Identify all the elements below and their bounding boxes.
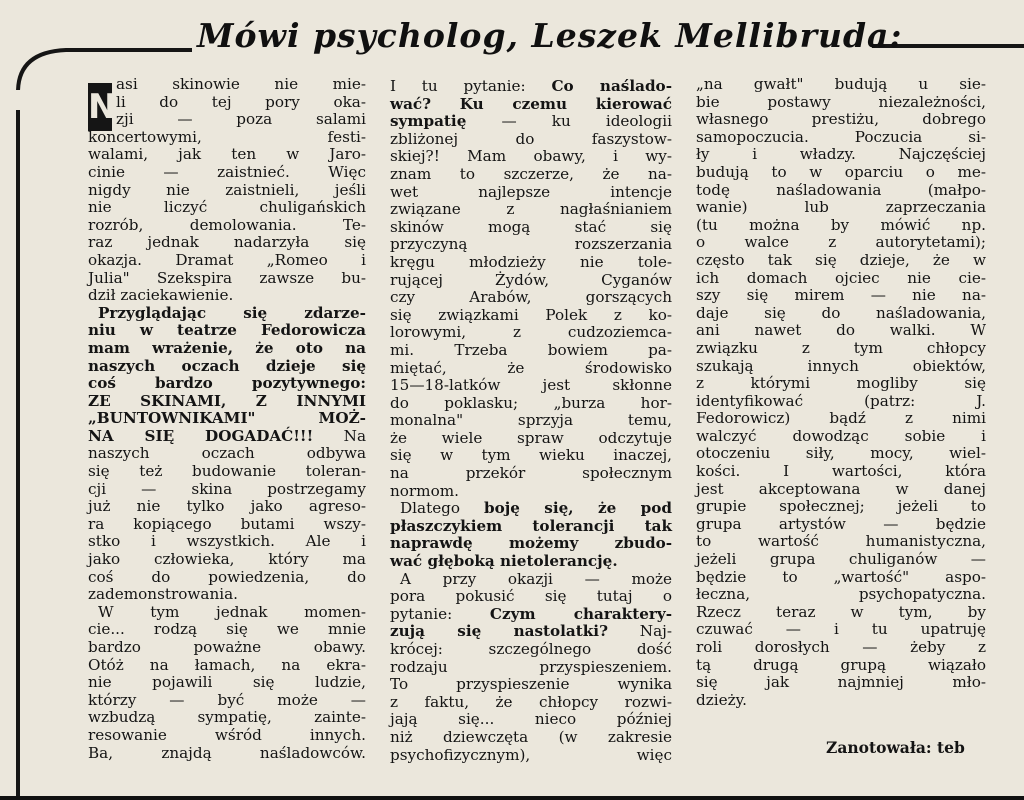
- text-line: własnego prestiżu, dobrego: [696, 110, 986, 129]
- text-line: się związkami Polek z ko-: [390, 305, 672, 324]
- text-line: walczyć dowodząc sobie i: [696, 426, 986, 445]
- headline: Mówi psycholog, Leszek Mellibruda:: [197, 16, 903, 55]
- text-run: — ku ideologii: [466, 112, 672, 131]
- text-line: nigdy nie zaistnieli, jeśli: [88, 180, 366, 199]
- text-line: stko i wszystkich. Ale i: [88, 532, 366, 551]
- text-line: li do tej pory oka-: [116, 92, 366, 111]
- text-line: się w tym wieku inaczej,: [390, 446, 672, 465]
- text-run: Co naślado-: [551, 77, 672, 95]
- text-line: zademonstrowania.: [88, 585, 238, 604]
- text-line: To przyspieszenie wynika: [390, 675, 672, 694]
- text-line: miętać, że środowisko: [390, 358, 672, 377]
- text-line: cie... rodzą się we mnie: [88, 620, 366, 639]
- text-line: daje się do naśladowania,: [696, 303, 986, 322]
- text-line: (tu można by mówić np.: [696, 215, 986, 234]
- text-line: otoczeniu siły, mocy, wiel-: [696, 444, 986, 463]
- author-signature: Zanotowała: teb: [826, 738, 965, 757]
- text-run: I tu pytanie:: [390, 77, 552, 95]
- text-line: asi skinowie nie mie-: [116, 75, 366, 93]
- text-line: często tak się dzieje, że w: [696, 250, 986, 269]
- text-line: szy się mirem — nie na-: [696, 286, 986, 305]
- bottom-rule: [0, 796, 1024, 800]
- text-line: dzieży.: [696, 690, 747, 709]
- text-line: grupie społecznej; jeżeli to: [696, 497, 986, 516]
- text-line: rozrób, demolowania. Te-: [88, 215, 366, 234]
- text-run: sympatię: [390, 112, 467, 131]
- text-line: czuwać — i tu upatruję: [696, 620, 986, 639]
- text-line: zbliżonej do faszystow-: [390, 129, 672, 148]
- text-line: resowanie wśród innych.: [88, 725, 366, 744]
- text-line: Ba, znajdą naśladowców.: [88, 743, 366, 762]
- text-line: wać głęboką nietolerancję.: [390, 552, 618, 571]
- text-line: na przekór społecznym: [390, 464, 672, 483]
- text-line: W tym jednak momen-: [98, 602, 366, 621]
- text-line: skiej?! Mam obawy, i wy-: [390, 147, 672, 166]
- text-line: rującej Żydów, Cyganów: [390, 270, 672, 289]
- text-line: wanie) lub zaprzeczania: [696, 198, 986, 217]
- text-line: z którymi mogliby się: [696, 374, 986, 393]
- text-line: „na gwałt" budują u sie-: [696, 75, 986, 93]
- text-line: płaszczykiem tolerancji tak: [390, 516, 672, 535]
- text-line: niż dziewczęta (w zakresie: [390, 727, 672, 746]
- text-line: todę naśladowania (małpo-: [696, 180, 986, 199]
- text-line: jeżeli grupa chuliganów —: [696, 550, 986, 569]
- text-line: walami, jak ten w Jaro-: [88, 145, 366, 164]
- article-column-3: [696, 76, 986, 709]
- text-line: szukają innych obiektów,: [696, 356, 986, 375]
- text-line: [88, 428, 366, 446]
- text-line: łeczna, psychopatyczna.: [696, 585, 986, 604]
- text-line: [390, 113, 672, 131]
- text-line: Rzecz teraz w tym, by: [696, 602, 986, 621]
- text-line: z faktu, że chłopcy rozwi-: [390, 692, 672, 711]
- text-line: nie pojawili się ludzie,: [88, 673, 366, 692]
- text-line: rodzaju przyspieszeniem.: [390, 657, 672, 676]
- text-line: naprawdę możemy zbudo-: [390, 534, 672, 553]
- text-line: psychofizycznym), więc: [390, 745, 672, 764]
- text-run: zują się nastolatki?: [390, 622, 608, 641]
- text-line: ra kopiącego butami wszy-: [88, 514, 366, 533]
- text-line: mi. Trzeba bowiem pa-: [390, 340, 672, 359]
- article-column-1: [88, 76, 366, 762]
- text-line: krócej: szczególnego dość: [390, 640, 672, 658]
- text-line: [390, 78, 672, 96]
- text-run: Czym charaktery-: [489, 604, 673, 623]
- text-line: monalna" sprzyja temu,: [390, 411, 672, 430]
- text-line: coś bardzo pozytywnego:: [88, 374, 366, 393]
- text-line: 15—18-latków jest skłonne: [390, 376, 672, 395]
- text-line: „BUNTOWNIKAMI" MOŻ-: [88, 409, 366, 428]
- text-run: Naj-: [607, 622, 672, 641]
- text-line: Fedorowicz) bądź z nimi: [696, 409, 986, 428]
- text-line: naszych oczach odbywa: [88, 444, 366, 463]
- text-line: związane z nagłaśnianiem: [390, 200, 672, 219]
- text-line: tą drugą grupą wiązało: [696, 655, 986, 674]
- text-line: identyfikować (patrz: J.: [696, 391, 986, 410]
- text-line: koncertowymi, festi-: [88, 127, 366, 146]
- text-line: jest akceptowana w danej: [696, 479, 986, 498]
- text-line: lorowymi, z cudzoziemca-: [390, 323, 672, 342]
- text-line: okazja. Dramat „Romeo i: [88, 250, 366, 269]
- text-line: bie postawy niezależności,: [696, 92, 986, 111]
- text-line: niu w teatrze Fedorowicza: [88, 321, 366, 340]
- text-line: to wartość humanistyczna,: [696, 532, 986, 551]
- text-line: Julia" Szekspira zawsze bu-: [88, 268, 366, 287]
- text-line: pora pokusić się tutaj o: [390, 587, 672, 606]
- text-line: [390, 623, 672, 641]
- text-line: czy Arabów, gorszących: [390, 288, 672, 307]
- text-line: [390, 500, 672, 518]
- text-line: że wiele spraw odczytuje: [390, 428, 672, 447]
- text-line: jako człowieka, który ma: [88, 550, 366, 569]
- text-run: Dlatego: [400, 499, 484, 518]
- text-line: ZE SKINAMI, Z INNYMI: [88, 391, 366, 410]
- text-line: zji — poza salami: [116, 110, 366, 129]
- text-line: znam to szczerze, że na-: [390, 164, 672, 183]
- text-line: o walce z autorytetami);: [696, 233, 986, 252]
- text-line: już nie tylko jako agreso-: [88, 497, 366, 516]
- text-line: naszych oczach dzieje się: [88, 356, 366, 375]
- text-line: będzie to „wartość" aspo-: [696, 567, 986, 586]
- text-line: którzy — być może —: [88, 690, 366, 709]
- text-line: ani nawet do walki. W: [696, 321, 986, 340]
- text-line: wet najlepsze intencje: [390, 182, 672, 201]
- text-line: jają się... nieco później: [390, 710, 672, 729]
- text-run: NA SIĘ DOGADAĆ!!!: [88, 426, 314, 445]
- text-run: Na: [313, 426, 366, 445]
- text-line: kręgu młodzieży nie tole-: [390, 252, 672, 271]
- text-run: boję się, że pod: [483, 499, 672, 518]
- article-column-2: [390, 78, 672, 764]
- text-line: grupa artystów — będzie: [696, 514, 986, 533]
- text-run: pytanie:: [390, 604, 490, 623]
- text-line: ły i władzy. Najczęściej: [696, 145, 986, 164]
- text-line: się też budowanie toleran-: [88, 462, 366, 481]
- text-line: mam wrażenie, że oto na: [88, 338, 366, 357]
- text-line: [390, 606, 672, 624]
- text-line: kości. I wartości, która: [696, 462, 986, 481]
- text-line: cji — skina postrzegamy: [88, 479, 366, 498]
- text-line: raz jednak nadarzyła się: [88, 233, 366, 252]
- text-line: się jak najmniej mło-: [696, 673, 986, 692]
- text-line: cinie — zaistnieć. Więc: [88, 162, 366, 181]
- text-line: A przy okazji — może: [400, 569, 672, 588]
- drop-cap: N: [88, 83, 112, 131]
- text-line: budują to w oparciu o me-: [696, 162, 986, 181]
- text-line: związku z tym chłopcy: [696, 338, 986, 357]
- left-vertical-rule: [16, 110, 20, 800]
- text-line: wać? Ku czemu kierować: [390, 94, 672, 113]
- text-line: wzbudzą sympatię, zainte-: [88, 708, 366, 727]
- text-line: bardzo poważne obawy.: [88, 638, 366, 656]
- text-line: coś do powiedzenia, do: [88, 567, 366, 586]
- text-line: normom.: [390, 481, 459, 500]
- text-line: ich domach ojciec nie cie-: [696, 268, 986, 287]
- text-line: skinów mogą stać się: [390, 217, 672, 236]
- text-line: Otóż na łamach, na ekra-: [88, 655, 366, 674]
- text-line: Przyglądając się zdarze-: [98, 303, 366, 322]
- text-line: samopoczucia. Poczucia si-: [696, 127, 986, 146]
- text-line: do poklasku; „burza hor-: [390, 393, 672, 412]
- text-line: roli dorosłych — żeby z: [696, 638, 986, 656]
- text-line: przyczyną rozszerzania: [390, 235, 672, 254]
- text-line: dził zaciekawienie.: [88, 286, 234, 305]
- text-line: nie liczyć chuligańskich: [88, 198, 366, 217]
